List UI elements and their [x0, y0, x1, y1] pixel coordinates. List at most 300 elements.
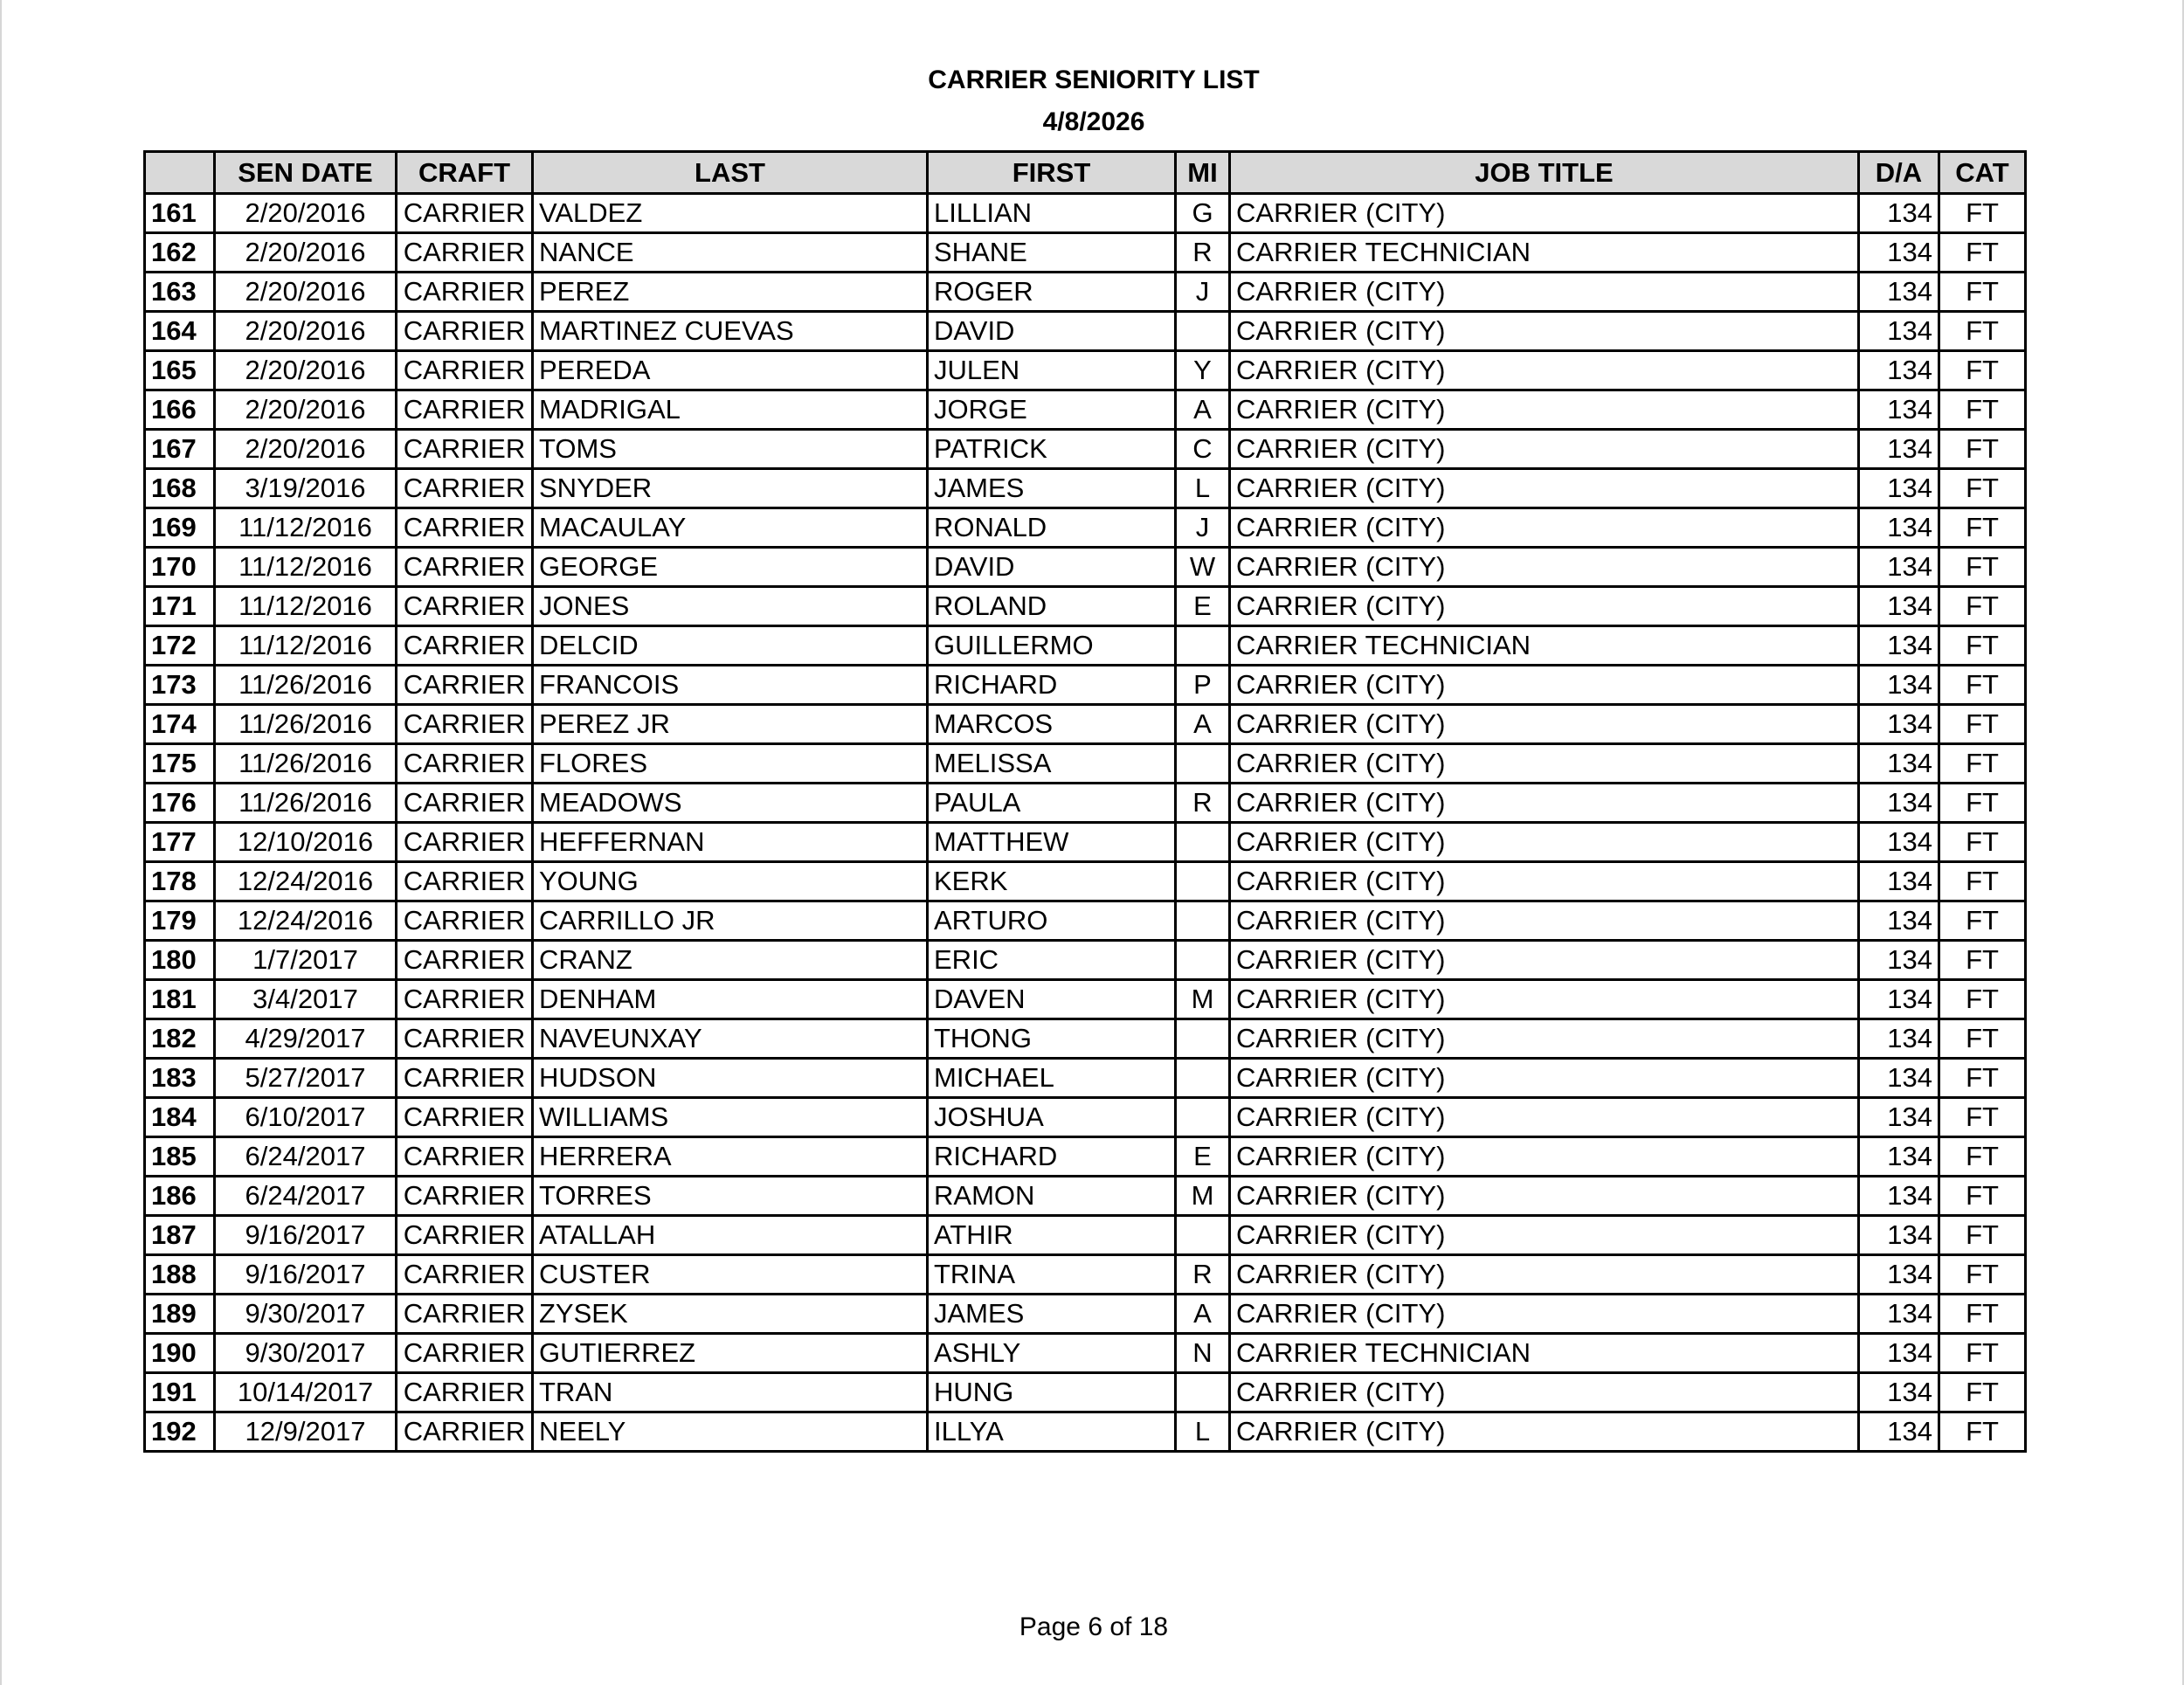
cell-rank: 192 — [145, 1412, 215, 1452]
header-mi: MI — [1176, 152, 1230, 194]
table-row — [145, 705, 2026, 744]
table-row — [145, 548, 2026, 587]
cell-sen-date: 12/24/2016 — [215, 862, 397, 901]
cell-first: MELISSA — [928, 744, 1176, 784]
cell-job-title: CARRIER (CITY) — [1230, 587, 1859, 626]
cell-rank: 179 — [145, 901, 215, 941]
table-row — [145, 862, 2026, 901]
cell-sen-date: 6/24/2017 — [215, 1137, 397, 1177]
cell-mi: N — [1176, 1334, 1230, 1373]
table-row — [145, 430, 2026, 469]
table-row — [145, 351, 2026, 390]
cell-mi: A — [1176, 705, 1230, 744]
cell-da: 134 — [1859, 1334, 1939, 1373]
cell-first: ILLYA — [928, 1412, 1176, 1452]
cell-first: MICHAEL — [928, 1059, 1176, 1098]
cell-last: MARTINEZ CUEVAS — [533, 312, 928, 351]
cell-first: THONG — [928, 1019, 1176, 1059]
cell-craft: CARRIER — [397, 1295, 533, 1334]
cell-craft: CARRIER — [397, 666, 533, 705]
cell-cat: FT — [1939, 390, 2026, 430]
cell-job-title: CARRIER (CITY) — [1230, 469, 1859, 508]
cell-job-title: CARRIER (CITY) — [1230, 666, 1859, 705]
cell-cat: FT — [1939, 862, 2026, 901]
table-row — [145, 784, 2026, 823]
cell-last: HUDSON — [533, 1059, 928, 1098]
cell-rank: 170 — [145, 548, 215, 587]
cell-last: TRAN — [533, 1373, 928, 1412]
cell-craft: CARRIER — [397, 901, 533, 941]
table-row — [145, 1373, 2026, 1412]
cell-sen-date: 9/30/2017 — [215, 1295, 397, 1334]
cell-cat: FT — [1939, 901, 2026, 941]
cell-job-title: CARRIER TECHNICIAN — [1230, 1334, 1859, 1373]
cell-da: 134 — [1859, 1295, 1939, 1334]
cell-da: 134 — [1859, 469, 1939, 508]
cell-cat: FT — [1939, 626, 2026, 666]
cell-craft: CARRIER — [397, 587, 533, 626]
cell-da: 134 — [1859, 233, 1939, 273]
cell-da: 134 — [1859, 1137, 1939, 1177]
cell-sen-date: 11/26/2016 — [215, 744, 397, 784]
cell-sen-date: 6/10/2017 — [215, 1098, 397, 1137]
cell-sen-date: 4/29/2017 — [215, 1019, 397, 1059]
cell-rank: 169 — [145, 508, 215, 548]
cell-job-title: CARRIER (CITY) — [1230, 1098, 1859, 1137]
cell-sen-date: 9/16/2017 — [215, 1255, 397, 1295]
cell-rank: 164 — [145, 312, 215, 351]
cell-sen-date: 2/20/2016 — [215, 233, 397, 273]
cell-job-title: CARRIER (CITY) — [1230, 784, 1859, 823]
cell-cat: FT — [1939, 233, 2026, 273]
cell-first: PAULA — [928, 784, 1176, 823]
cell-rank: 173 — [145, 666, 215, 705]
cell-rank: 177 — [145, 823, 215, 862]
cell-first: DAVEN — [928, 980, 1176, 1019]
cell-craft: CARRIER — [397, 273, 533, 312]
cell-da: 134 — [1859, 430, 1939, 469]
table-row — [145, 1137, 2026, 1177]
header-da: D/A — [1859, 152, 1939, 194]
cell-job-title: CARRIER (CITY) — [1230, 705, 1859, 744]
table-row — [145, 273, 2026, 312]
cell-craft: CARRIER — [397, 980, 533, 1019]
cell-da: 134 — [1859, 312, 1939, 351]
cell-mi: R — [1176, 233, 1230, 273]
document-title: CARRIER SENIORITY LIST — [928, 66, 1260, 94]
cell-rank: 180 — [145, 941, 215, 980]
table-body — [145, 194, 2026, 1452]
cell-cat: FT — [1939, 1412, 2026, 1452]
cell-rank: 187 — [145, 1216, 215, 1255]
cell-mi: M — [1176, 1177, 1230, 1216]
cell-craft: CARRIER — [397, 194, 533, 233]
cell-cat: FT — [1939, 744, 2026, 784]
cell-craft: CARRIER — [397, 1098, 533, 1137]
cell-cat: FT — [1939, 1137, 2026, 1177]
cell-job-title: CARRIER (CITY) — [1230, 508, 1859, 548]
cell-last: HERRERA — [533, 1137, 928, 1177]
cell-job-title: CARRIER (CITY) — [1230, 194, 1859, 233]
cell-cat: FT — [1939, 1334, 2026, 1373]
cell-sen-date: 11/26/2016 — [215, 666, 397, 705]
table-row — [145, 587, 2026, 626]
cell-sen-date: 3/4/2017 — [215, 980, 397, 1019]
header-row — [145, 152, 2026, 194]
cell-job-title: CARRIER (CITY) — [1230, 1412, 1859, 1452]
header-rank — [145, 152, 215, 194]
cell-da: 134 — [1859, 862, 1939, 901]
cell-sen-date: 2/20/2016 — [215, 312, 397, 351]
cell-mi — [1176, 1059, 1230, 1098]
cell-craft: CARRIER — [397, 1412, 533, 1452]
cell-job-title: CARRIER (CITY) — [1230, 430, 1859, 469]
cell-first: RONALD — [928, 508, 1176, 548]
cell-sen-date: 1/7/2017 — [215, 941, 397, 980]
cell-da: 134 — [1859, 1177, 1939, 1216]
cell-da: 134 — [1859, 1098, 1939, 1137]
table-row — [145, 901, 2026, 941]
cell-last: MEADOWS — [533, 784, 928, 823]
cell-mi: E — [1176, 1137, 1230, 1177]
cell-rank: 162 — [145, 233, 215, 273]
cell-last: PEREZ JR — [533, 705, 928, 744]
cell-craft: CARRIER — [397, 469, 533, 508]
cell-job-title: CARRIER (CITY) — [1230, 980, 1859, 1019]
cell-sen-date: 11/12/2016 — [215, 587, 397, 626]
cell-last: CARRILLO JR — [533, 901, 928, 941]
cell-last: WILLIAMS — [533, 1098, 928, 1137]
cell-da: 134 — [1859, 980, 1939, 1019]
table-row — [145, 1295, 2026, 1334]
cell-sen-date: 11/12/2016 — [215, 548, 397, 587]
cell-last: NANCE — [533, 233, 928, 273]
cell-da: 134 — [1859, 666, 1939, 705]
cell-craft: CARRIER — [397, 862, 533, 901]
cell-sen-date: 11/26/2016 — [215, 705, 397, 744]
cell-da: 134 — [1859, 1373, 1939, 1412]
cell-craft: CARRIER — [397, 430, 533, 469]
cell-last: VALDEZ — [533, 194, 928, 233]
cell-last: FRANCOIS — [533, 666, 928, 705]
cell-mi: A — [1176, 1295, 1230, 1334]
cell-sen-date: 12/10/2016 — [215, 823, 397, 862]
cell-rank: 175 — [145, 744, 215, 784]
cell-last: TORRES — [533, 1177, 928, 1216]
cell-last: JONES — [533, 587, 928, 626]
cell-last: GUTIERREZ — [533, 1334, 928, 1373]
cell-da: 134 — [1859, 548, 1939, 587]
table-row — [145, 980, 2026, 1019]
cell-sen-date: 2/20/2016 — [215, 430, 397, 469]
table-row — [145, 1019, 2026, 1059]
cell-rank: 163 — [145, 273, 215, 312]
table-row — [145, 312, 2026, 351]
cell-first: JAMES — [928, 469, 1176, 508]
cell-da: 134 — [1859, 1255, 1939, 1295]
cell-mi: R — [1176, 1255, 1230, 1295]
cell-mi — [1176, 823, 1230, 862]
cell-cat: FT — [1939, 784, 2026, 823]
cell-mi — [1176, 1216, 1230, 1255]
cell-mi: M — [1176, 980, 1230, 1019]
cell-job-title: CARRIER (CITY) — [1230, 823, 1859, 862]
cell-sen-date: 12/9/2017 — [215, 1412, 397, 1452]
cell-cat: FT — [1939, 705, 2026, 744]
cell-craft: CARRIER — [397, 390, 533, 430]
cell-last: CUSTER — [533, 1255, 928, 1295]
table-row — [145, 1334, 2026, 1373]
cell-cat: FT — [1939, 823, 2026, 862]
cell-craft: CARRIER — [397, 1059, 533, 1098]
cell-first: RICHARD — [928, 666, 1176, 705]
cell-craft: CARRIER — [397, 312, 533, 351]
table-row — [145, 823, 2026, 862]
cell-sen-date: 11/12/2016 — [215, 626, 397, 666]
cell-cat: FT — [1939, 1098, 2026, 1137]
cell-job-title: CARRIER (CITY) — [1230, 548, 1859, 587]
cell-cat: FT — [1939, 469, 2026, 508]
cell-last: GEORGE — [533, 548, 928, 587]
cell-sen-date: 2/20/2016 — [215, 390, 397, 430]
table-row — [145, 508, 2026, 548]
cell-first: GUILLERMO — [928, 626, 1176, 666]
cell-mi: L — [1176, 1412, 1230, 1452]
cell-mi — [1176, 744, 1230, 784]
cell-sen-date: 5/27/2017 — [215, 1059, 397, 1098]
cell-da: 134 — [1859, 194, 1939, 233]
table-row — [145, 626, 2026, 666]
cell-first: TRINA — [928, 1255, 1176, 1295]
cell-cat: FT — [1939, 587, 2026, 626]
cell-mi: J — [1176, 273, 1230, 312]
cell-craft: CARRIER — [397, 1177, 533, 1216]
cell-job-title: CARRIER (CITY) — [1230, 312, 1859, 351]
cell-job-title: CARRIER (CITY) — [1230, 1216, 1859, 1255]
cell-craft: CARRIER — [397, 823, 533, 862]
cell-rank: 166 — [145, 390, 215, 430]
cell-da: 134 — [1859, 1412, 1939, 1452]
cell-rank: 165 — [145, 351, 215, 390]
cell-mi: E — [1176, 587, 1230, 626]
cell-rank: 168 — [145, 469, 215, 508]
cell-cat: FT — [1939, 941, 2026, 980]
table-row — [145, 744, 2026, 784]
cell-da: 134 — [1859, 705, 1939, 744]
cell-sen-date: 2/20/2016 — [215, 273, 397, 312]
cell-mi: Y — [1176, 351, 1230, 390]
cell-da: 134 — [1859, 508, 1939, 548]
cell-rank: 191 — [145, 1373, 215, 1412]
cell-first: PATRICK — [928, 430, 1176, 469]
cell-job-title: CARRIER TECHNICIAN — [1230, 233, 1859, 273]
cell-mi: A — [1176, 390, 1230, 430]
cell-mi: G — [1176, 194, 1230, 233]
cell-cat: FT — [1939, 430, 2026, 469]
cell-da: 134 — [1859, 744, 1939, 784]
table-row — [145, 1216, 2026, 1255]
cell-craft: CARRIER — [397, 233, 533, 273]
document-date: 4/8/2026 — [1042, 107, 1145, 136]
cell-last: CRANZ — [533, 941, 928, 980]
cell-last: NAVEUNXAY — [533, 1019, 928, 1059]
cell-mi: J — [1176, 508, 1230, 548]
table-row — [145, 194, 2026, 233]
cell-craft: CARRIER — [397, 1255, 533, 1295]
cell-job-title: CARRIER (CITY) — [1230, 1373, 1859, 1412]
cell-last: HEFFERNAN — [533, 823, 928, 862]
cell-da: 134 — [1859, 901, 1939, 941]
cell-cat: FT — [1939, 1295, 2026, 1334]
cell-last: MACAULAY — [533, 508, 928, 548]
cell-last: ATALLAH — [533, 1216, 928, 1255]
cell-last: FLORES — [533, 744, 928, 784]
table-row — [145, 1177, 2026, 1216]
cell-first: MATTHEW — [928, 823, 1176, 862]
table-row — [145, 390, 2026, 430]
cell-first: KERK — [928, 862, 1176, 901]
cell-craft: CARRIER — [397, 744, 533, 784]
cell-craft: CARRIER — [397, 548, 533, 587]
cell-da: 134 — [1859, 587, 1939, 626]
header-last: LAST — [533, 152, 928, 194]
cell-rank: 171 — [145, 587, 215, 626]
cell-job-title: CARRIER (CITY) — [1230, 273, 1859, 312]
cell-sen-date: 6/24/2017 — [215, 1177, 397, 1216]
cell-rank: 181 — [145, 980, 215, 1019]
cell-first: SHANE — [928, 233, 1176, 273]
cell-job-title: CARRIER (CITY) — [1230, 351, 1859, 390]
table-row — [145, 666, 2026, 705]
cell-rank: 161 — [145, 194, 215, 233]
cell-job-title: CARRIER (CITY) — [1230, 901, 1859, 941]
cell-job-title: CARRIER (CITY) — [1230, 744, 1859, 784]
cell-job-title: CARRIER (CITY) — [1230, 390, 1859, 430]
cell-sen-date: 3/19/2016 — [215, 469, 397, 508]
cell-first: DAVID — [928, 548, 1176, 587]
cell-craft: CARRIER — [397, 1216, 533, 1255]
cell-first: LILLIAN — [928, 194, 1176, 233]
table-row — [145, 469, 2026, 508]
cell-cat: FT — [1939, 1373, 2026, 1412]
cell-mi: P — [1176, 666, 1230, 705]
cell-craft: CARRIER — [397, 1137, 533, 1177]
cell-mi — [1176, 1019, 1230, 1059]
header-first: FIRST — [928, 152, 1176, 194]
cell-cat: FT — [1939, 1059, 2026, 1098]
cell-sen-date: 11/12/2016 — [215, 508, 397, 548]
cell-rank: 172 — [145, 626, 215, 666]
header-job-title: JOB TITLE — [1230, 152, 1859, 194]
cell-cat: FT — [1939, 508, 2026, 548]
cell-da: 134 — [1859, 1059, 1939, 1098]
cell-craft: CARRIER — [397, 941, 533, 980]
cell-first: ERIC — [928, 941, 1176, 980]
cell-last: PEREZ — [533, 273, 928, 312]
cell-mi — [1176, 626, 1230, 666]
cell-rank: 178 — [145, 862, 215, 901]
cell-da: 134 — [1859, 351, 1939, 390]
cell-rank: 176 — [145, 784, 215, 823]
cell-rank: 190 — [145, 1334, 215, 1373]
cell-cat: FT — [1939, 1216, 2026, 1255]
cell-job-title: CARRIER TECHNICIAN — [1230, 626, 1859, 666]
table-row — [145, 1255, 2026, 1295]
cell-craft: CARRIER — [397, 351, 533, 390]
cell-first: ASHLY — [928, 1334, 1176, 1373]
cell-rank: 186 — [145, 1177, 215, 1216]
cell-mi: C — [1176, 430, 1230, 469]
cell-first: ARTURO — [928, 901, 1176, 941]
table-row — [145, 1059, 2026, 1098]
cell-sen-date: 10/14/2017 — [215, 1373, 397, 1412]
cell-cat: FT — [1939, 1019, 2026, 1059]
table-row — [145, 1098, 2026, 1137]
cell-first: DAVID — [928, 312, 1176, 351]
header-craft: CRAFT — [397, 152, 533, 194]
cell-da: 134 — [1859, 1216, 1939, 1255]
cell-last: DELCID — [533, 626, 928, 666]
cell-craft: CARRIER — [397, 705, 533, 744]
cell-cat: FT — [1939, 1255, 2026, 1295]
cell-job-title: CARRIER (CITY) — [1230, 1137, 1859, 1177]
cell-first: JORGE — [928, 390, 1176, 430]
cell-da: 134 — [1859, 626, 1939, 666]
cell-cat: FT — [1939, 194, 2026, 233]
cell-craft: CARRIER — [397, 1373, 533, 1412]
cell-job-title: CARRIER (CITY) — [1230, 1177, 1859, 1216]
cell-mi: W — [1176, 548, 1230, 587]
cell-rank: 184 — [145, 1098, 215, 1137]
cell-sen-date: 2/20/2016 — [215, 194, 397, 233]
cell-rank: 188 — [145, 1255, 215, 1295]
header-sen-date: SEN DATE — [215, 152, 397, 194]
cell-last: PEREDA — [533, 351, 928, 390]
table-row — [145, 233, 2026, 273]
cell-mi — [1176, 1098, 1230, 1137]
cell-craft: CARRIER — [397, 784, 533, 823]
header-cat: CAT — [1939, 152, 2026, 194]
cell-da: 134 — [1859, 784, 1939, 823]
cell-sen-date: 9/30/2017 — [215, 1334, 397, 1373]
cell-sen-date: 9/16/2017 — [215, 1216, 397, 1255]
cell-mi: L — [1176, 469, 1230, 508]
cell-da: 134 — [1859, 273, 1939, 312]
cell-first: MARCOS — [928, 705, 1176, 744]
cell-first: JAMES — [928, 1295, 1176, 1334]
cell-job-title: CARRIER (CITY) — [1230, 862, 1859, 901]
cell-mi — [1176, 1373, 1230, 1412]
cell-cat: FT — [1939, 312, 2026, 351]
cell-rank: 189 — [145, 1295, 215, 1334]
cell-first: JOSHUA — [928, 1098, 1176, 1137]
cell-job-title: CARRIER (CITY) — [1230, 1059, 1859, 1098]
table-row — [145, 1412, 2026, 1452]
cell-first: ROLAND — [928, 587, 1176, 626]
cell-mi — [1176, 312, 1230, 351]
cell-last: MADRIGAL — [533, 390, 928, 430]
cell-rank: 183 — [145, 1059, 215, 1098]
cell-sen-date: 11/26/2016 — [215, 784, 397, 823]
cell-last: SNYDER — [533, 469, 928, 508]
cell-rank: 174 — [145, 705, 215, 744]
cell-craft: CARRIER — [397, 1019, 533, 1059]
cell-mi — [1176, 901, 1230, 941]
cell-rank: 167 — [145, 430, 215, 469]
cell-cat: FT — [1939, 548, 2026, 587]
cell-da: 134 — [1859, 941, 1939, 980]
cell-last: YOUNG — [533, 862, 928, 901]
